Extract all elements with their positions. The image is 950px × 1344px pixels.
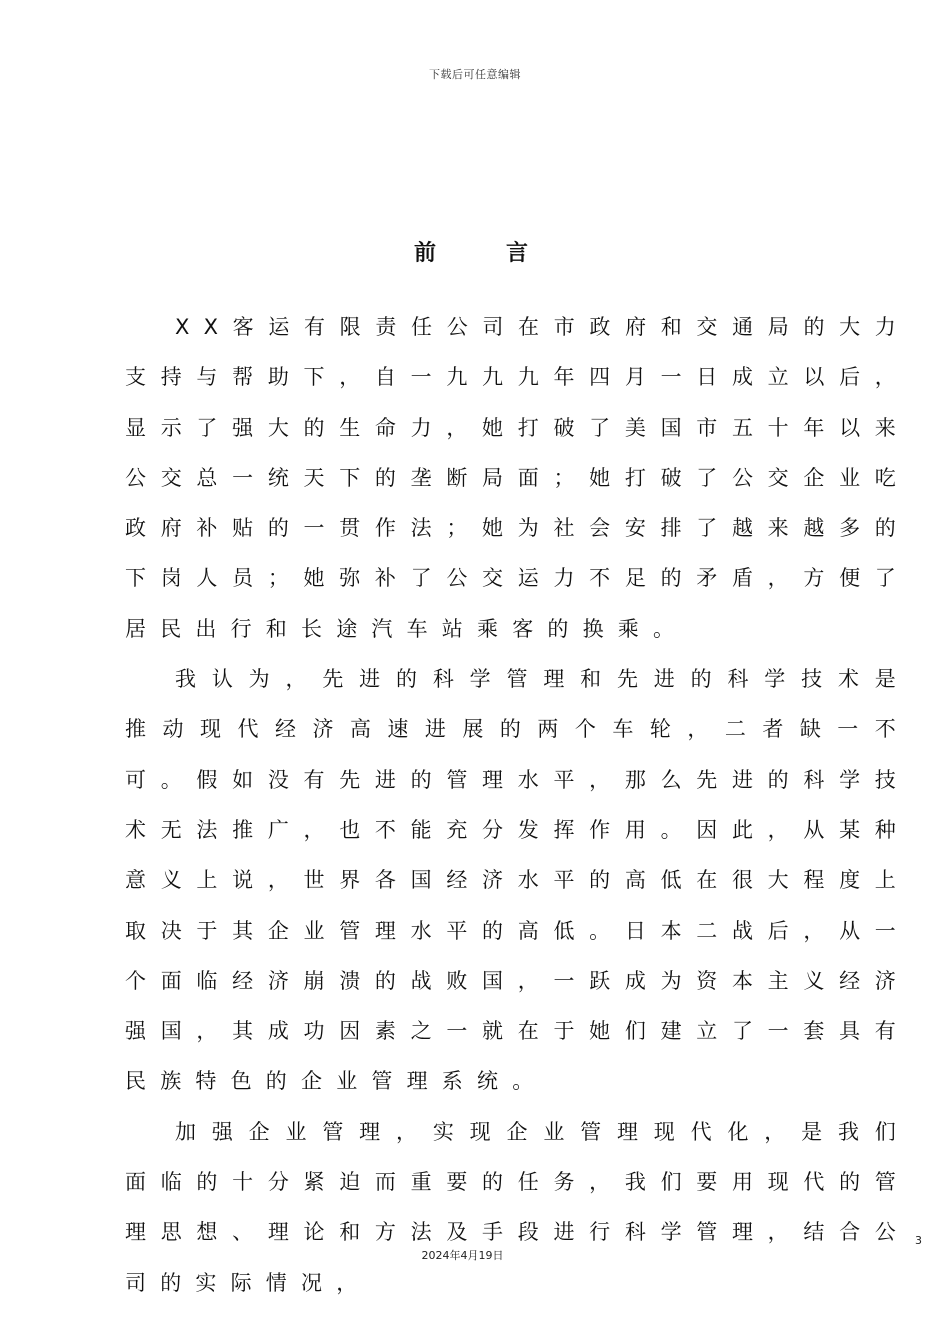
page-number: 3 [915,1234,922,1247]
document-body [125,302,910,1308]
paragraph-2: 我认为，先进的科学管理和先进的科学技术是推动现代经济高速进展的两个车轮，二者缺一不可。假如没有先进的管理水平，那么先进的科学技术无法推广，也不能充分发挥作用。因此，从某种意义上说，世界各国经济水平的高低在很大程度上取决于其企业管理水平的高低。日本二战后，从一个面临经济崩溃的战败国，一跃成为资本主义经济强国，其成功因素之一就在于她们建立了一套具有民族特色的企业管理系统。 [125,667,910,1094]
document-title: 前言 [413,241,598,266]
paragraph-1: XX客运有限责任公司在市政府和交通局的大力支持与帮助下，自一九九九年四月一日成立以后，显示了强大的生命力，她打破了美国市五十年以来公交总一统天下的垄断局面；她打破了公交企业吃政府补贴的一贯作法；她为社会安排了越来越多的下岗人员；她弥补了公交运力不足的矛盾，方便了居民出行和长途汽车站乘客的换乘。 [125,315,910,641]
paragraph-3: 加强企业管理，实现企业管理现代化，是我们面临的十分紧迫而重要的任务，我们要用现代的管理思想、理论和方法及手段进行科学管理，结合公司的实际情况， [125,1119,910,1295]
page-header: 下载后可任意编辑 [429,68,521,81]
page-footer-date: 2024年4月19日 [421,1249,504,1262]
